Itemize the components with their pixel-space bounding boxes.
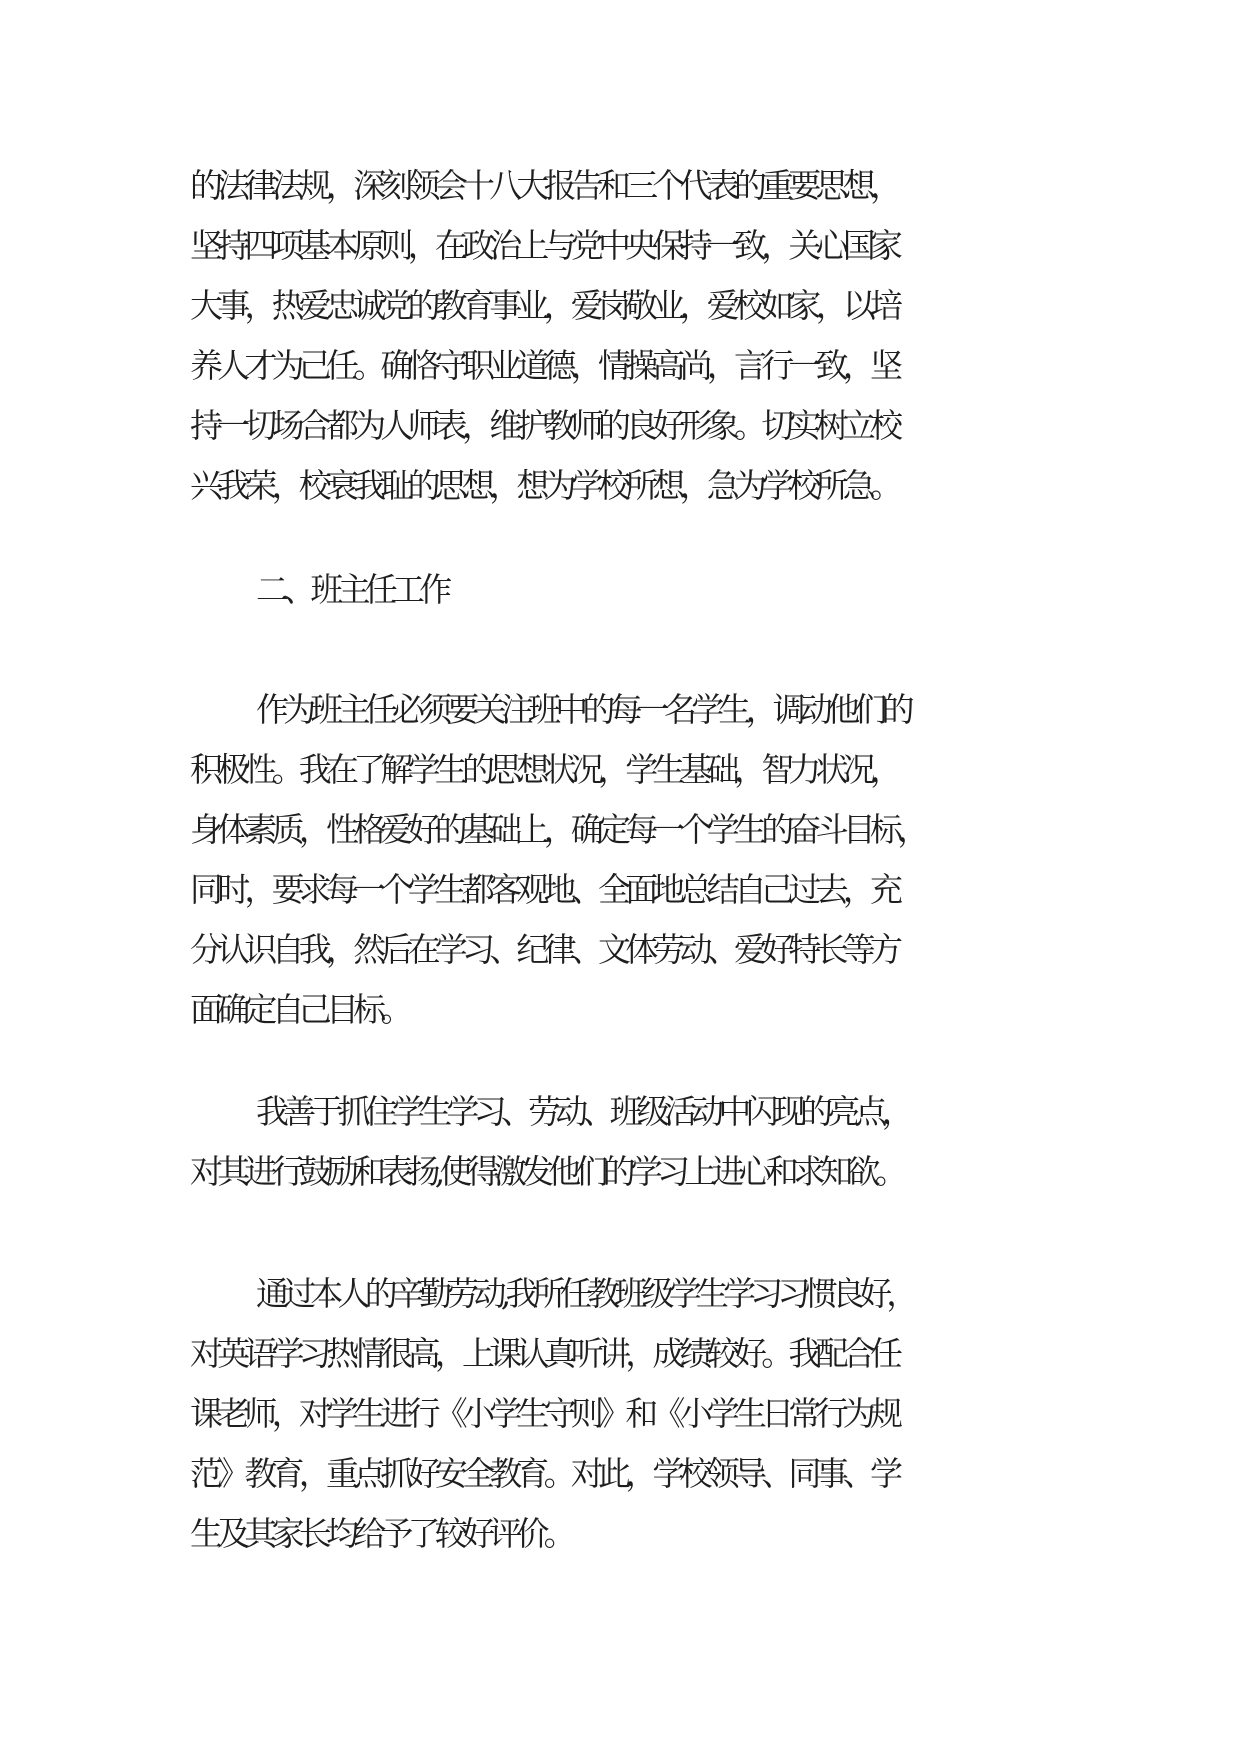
text-line: 通过本人的辛勤劳动,我所任教班级学生学习习惯良好， bbox=[256, 1274, 914, 1313]
section-heading: 二、班主任工作 bbox=[256, 570, 447, 609]
text-line: 同时，要求每一个学生都客观地、全面地总结自己过去，充 bbox=[190, 870, 898, 909]
text-line: 范》教育，重点抓好安全教育。对此，学校领导、同事、学 bbox=[190, 1454, 898, 1493]
text-line: 生及其家长均给予了较好评价。 bbox=[190, 1514, 571, 1553]
paragraph-class-teacher-work bbox=[190, 680, 1090, 1040]
text-line: 养人才为己任。确恪守职业道德，情操高尚，言行一致，坚 bbox=[190, 346, 898, 385]
text-line: 的法律法规，深刻领会十八大报告和三个代表的重要思想， bbox=[190, 166, 898, 205]
text-line: 面确定自己目标。 bbox=[190, 990, 408, 1029]
paragraph-encouragement bbox=[190, 1082, 1090, 1202]
text-line: 积极性。我在了解学生的思想状况，学生基础，智力状况， bbox=[190, 750, 898, 789]
text-line: 课老师，对学生进行《小学生守则》和《小学生日常行为规 bbox=[190, 1394, 898, 1433]
text-line: 分认识自我，然后在学习、纪律、文体劳动、爱好特长等方 bbox=[190, 930, 898, 969]
text-line: 坚持四项基本原则，在政治上与党中央保持一致，关心国家 bbox=[190, 226, 898, 265]
text-line: 持一切场合都为人师表，维护教师的良好形象。切实树立校 bbox=[190, 406, 898, 445]
paragraph-results bbox=[190, 1264, 1090, 1564]
section-heading-block bbox=[190, 560, 1090, 620]
paragraph-political-quality bbox=[190, 156, 1090, 516]
text-line: 对其进行鼓励和表扬,使得激发他们的学习上进心和求知欲。 bbox=[190, 1152, 902, 1191]
text-line: 身体素质，性格爱好的基础上，确定每一个学生的奋斗目标， bbox=[190, 810, 925, 849]
text-line: 作为班主任必须要关注班中的每一名学生，调动他们的 bbox=[256, 690, 909, 729]
text-line: 对英语学习热情很高，上课认真听讲，成绩较好。我配合任 bbox=[190, 1334, 898, 1373]
text-line: 兴我荣，校衰我耻的思想，想为学校所想，急为学校所急。 bbox=[190, 466, 898, 505]
text-line: 我善于抓住学生学习、劳动、班级活动中闪现的亮点， bbox=[256, 1092, 909, 1131]
text-line: 大事，热爱忠诚党的教育事业，爱岗敬业，爱校如家，以培 bbox=[190, 286, 898, 325]
